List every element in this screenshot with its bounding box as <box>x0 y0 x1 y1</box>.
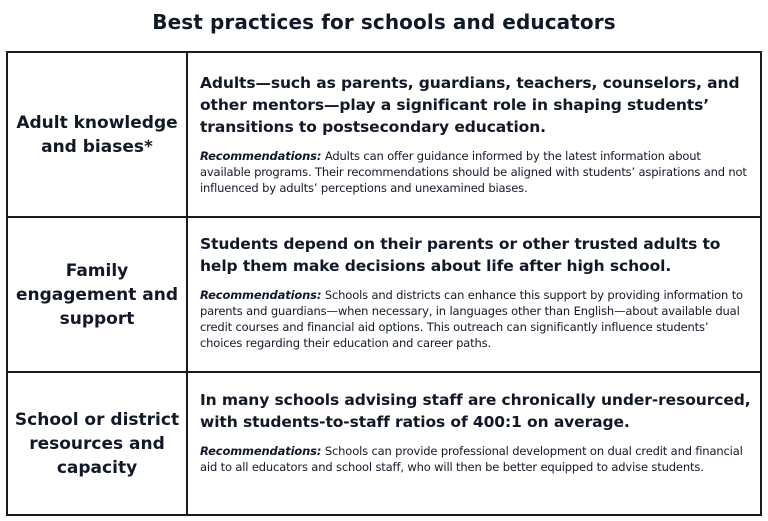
table-row <box>8 53 760 216</box>
recommendation-text <box>200 443 752 475</box>
recommendation-text <box>200 287 752 351</box>
best-practices-table <box>6 51 762 516</box>
recommendation-label: Recommendations: <box>200 288 322 302</box>
row-label-adult-knowledge: Adult knowledge and biases* <box>8 53 188 216</box>
row-content <box>189 218 760 371</box>
table-row <box>8 216 760 371</box>
row-headline: In many schools advising staff are chronically under-resourced, with students-to-staff ratios of 400:1 on average. <box>200 391 751 431</box>
recommendation-label: Recommendations: <box>200 444 322 458</box>
page-title: Best practices for schools and educators <box>152 10 616 34</box>
recommendation-body: Schools and districts can enhance this support by providing information to parents and guardians—when necessary, in languages other than English—about available dual credit courses and financial aid options. This outreach can significantly influence students’ choices regarding their education and career paths. <box>200 288 743 350</box>
recommendation-text <box>200 148 752 196</box>
row-label-family-engagement: Family engagement and support <box>8 218 188 371</box>
recommendation-label: Recommendations: <box>200 149 322 163</box>
recommendation-body: Adults can offer guidance informed by the latest information about available programs. Their recommendations should be aligned with students’ aspirations and not influenced by adults’ perceptions and unexamined biases. <box>200 149 747 195</box>
row-content <box>189 53 760 216</box>
row-label-school-resources: School or district resources and capacity <box>8 373 188 514</box>
row-headline: Adults—such as parents, guardians, teachers, counselors, and other mentors—play a significant role in shaping students’ transitions to postsecondary education. <box>200 74 740 136</box>
table-row <box>8 371 760 514</box>
row-content <box>189 373 760 514</box>
recommendation-body: Schools can provide professional development on dual credit and financial aid to all educators and school staff, who will then be better equipped to advise students. <box>200 444 743 474</box>
row-headline: Students depend on their parents or other trusted adults to help them make decisions about life after high school. <box>200 235 721 275</box>
